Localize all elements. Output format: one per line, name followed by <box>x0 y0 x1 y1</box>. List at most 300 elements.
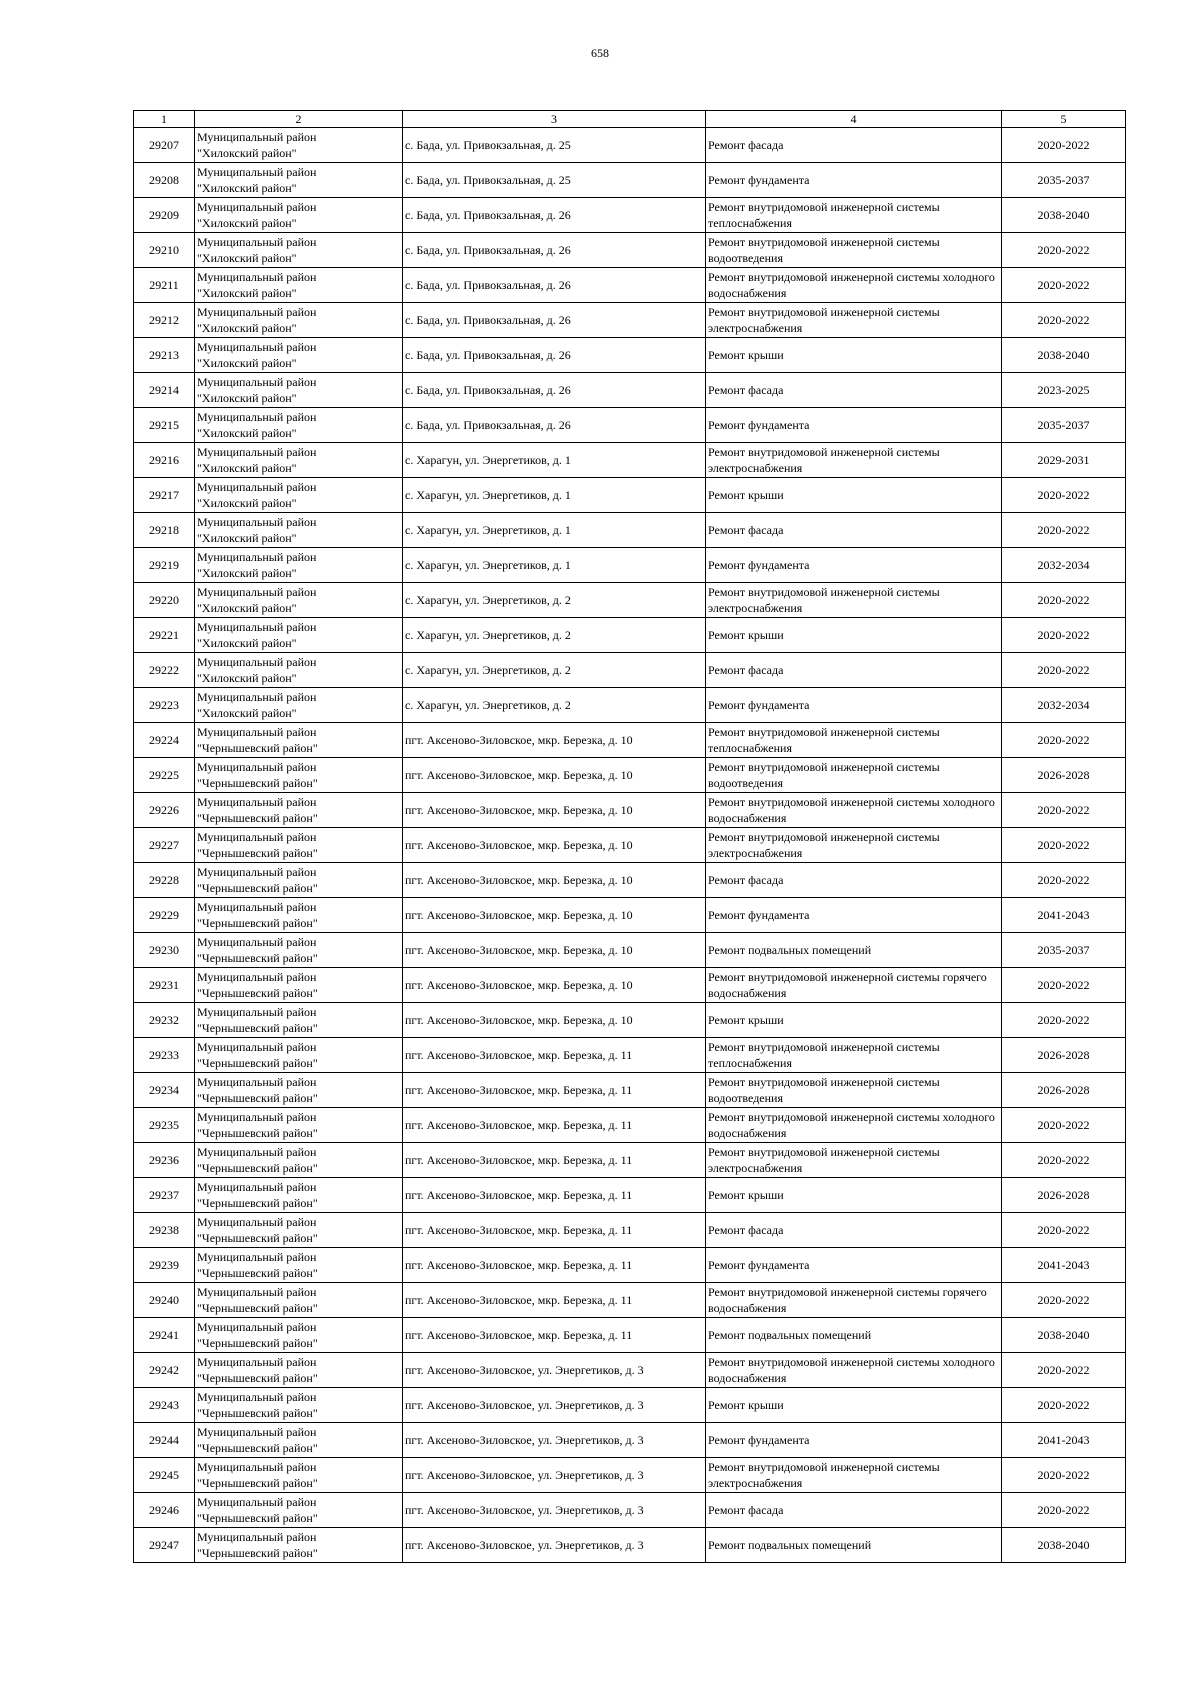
municipality-name: "Хилокский район" <box>197 251 297 265</box>
row-number: 29223 <box>134 688 195 723</box>
table-row <box>134 723 1126 758</box>
municipality-name: "Чернышевский район" <box>197 846 318 860</box>
municipality-name: "Хилокский район" <box>197 356 297 370</box>
period-cell: 2020-2022 <box>1002 723 1126 758</box>
period-cell: 2020-2022 <box>1002 513 1126 548</box>
municipality-name: "Чернышевский район" <box>197 1441 318 1455</box>
address-cell: пгт. Аксеново-Зиловское, мкр. Березка, д. 11 <box>403 1213 706 1248</box>
address-cell: пгт. Аксеново-Зиловское, ул. Энергетиков, д. 3 <box>403 1423 706 1458</box>
row-number: 29240 <box>134 1283 195 1318</box>
table-row <box>134 688 1126 723</box>
municipality-type: Муниципальный район <box>197 970 317 984</box>
table-row <box>134 1248 1126 1283</box>
municipality-name: "Хилокский район" <box>197 706 297 720</box>
table-row <box>134 968 1126 1003</box>
work-type-cell: Ремонт внутридомовой инженерной системы холодного водоснабжения <box>706 793 1002 828</box>
period-cell: 2020-2022 <box>1002 583 1126 618</box>
municipality-cell <box>195 1353 403 1388</box>
municipality-cell <box>195 793 403 828</box>
municipality-type: Муниципальный район <box>197 270 317 284</box>
address-cell: пгт. Аксеново-Зиловское, мкр. Березка, д. 10 <box>403 1003 706 1038</box>
address-cell: с. Бада, ул. Привокзальная, д. 25 <box>403 128 706 163</box>
table-row <box>134 198 1126 233</box>
period-cell: 2020-2022 <box>1002 268 1126 303</box>
work-type-cell: Ремонт фундамента <box>706 163 1002 198</box>
municipality-name: "Хилокский район" <box>197 496 297 510</box>
address-cell: пгт. Аксеново-Зиловское, ул. Энергетиков, д. 3 <box>403 1528 706 1563</box>
table-row <box>134 1493 1126 1528</box>
address-cell: с. Харагун, ул. Энергетиков, д. 2 <box>403 653 706 688</box>
table-row <box>134 583 1126 618</box>
period-cell: 2020-2022 <box>1002 128 1126 163</box>
municipality-cell <box>195 688 403 723</box>
address-cell: пгт. Аксеново-Зиловское, мкр. Березка, д. 11 <box>403 1283 706 1318</box>
table-row <box>134 653 1126 688</box>
work-type-cell: Ремонт внутридомовой инженерной системы водоотведения <box>706 1073 1002 1108</box>
municipality-type: Муниципальный район <box>197 620 317 634</box>
work-type-cell: Ремонт фасада <box>706 373 1002 408</box>
period-cell: 2020-2022 <box>1002 1388 1126 1423</box>
row-number: 29231 <box>134 968 195 1003</box>
table-row <box>134 793 1126 828</box>
work-type-cell: Ремонт крыши <box>706 1178 1002 1213</box>
municipality-name: "Чернышевский район" <box>197 1196 318 1210</box>
municipality-type: Муниципальный район <box>197 340 317 354</box>
municipality-cell <box>195 1178 403 1213</box>
table-row <box>134 1108 1126 1143</box>
table-row <box>134 513 1126 548</box>
municipality-name: "Чернышевский район" <box>197 741 318 755</box>
municipality-cell <box>195 1283 403 1318</box>
address-cell: пгт. Аксеново-Зиловское, мкр. Березка, д. 11 <box>403 1073 706 1108</box>
row-number: 29212 <box>134 303 195 338</box>
table-row <box>134 128 1126 163</box>
address-cell: с. Харагун, ул. Энергетиков, д. 1 <box>403 548 706 583</box>
row-number: 29246 <box>134 1493 195 1528</box>
table-row <box>134 1528 1126 1563</box>
work-type-cell: Ремонт подвальных помещений <box>706 933 1002 968</box>
row-number: 29211 <box>134 268 195 303</box>
row-number: 29207 <box>134 128 195 163</box>
municipality-cell <box>195 863 403 898</box>
work-type-cell: Ремонт фундамента <box>706 1248 1002 1283</box>
work-type-cell: Ремонт фасада <box>706 863 1002 898</box>
municipality-name: "Чернышевский район" <box>197 951 318 965</box>
municipality-name: "Хилокский район" <box>197 146 297 160</box>
municipality-name: "Чернышевский район" <box>197 1476 318 1490</box>
row-number: 29216 <box>134 443 195 478</box>
period-cell: 2020-2022 <box>1002 653 1126 688</box>
municipality-cell <box>195 1038 403 1073</box>
period-cell: 2020-2022 <box>1002 863 1126 898</box>
address-cell: пгт. Аксеново-Зиловское, мкр. Березка, д. 10 <box>403 828 706 863</box>
municipality-name: "Чернышевский район" <box>197 881 318 895</box>
municipality-cell <box>195 408 403 443</box>
municipality-name: "Чернышевский район" <box>197 916 318 930</box>
municipality-cell <box>195 1248 403 1283</box>
municipality-cell <box>195 548 403 583</box>
municipality-name: "Хилокский район" <box>197 216 297 230</box>
address-cell: с. Харагун, ул. Энергетиков, д. 2 <box>403 583 706 618</box>
period-cell: 2020-2022 <box>1002 1003 1126 1038</box>
table-row <box>134 758 1126 793</box>
municipality-cell <box>195 268 403 303</box>
municipality-type: Муниципальный район <box>197 830 317 844</box>
table-row <box>134 1283 1126 1318</box>
municipality-cell <box>195 1108 403 1143</box>
address-cell: с. Харагун, ул. Энергетиков, д. 2 <box>403 618 706 653</box>
table-row <box>134 1388 1126 1423</box>
municipality-type: Муниципальный район <box>197 935 317 949</box>
municipality-type: Муниципальный район <box>197 480 317 494</box>
municipality-type: Муниципальный район <box>197 1005 317 1019</box>
period-cell: 2020-2022 <box>1002 1108 1126 1143</box>
row-number: 29219 <box>134 548 195 583</box>
municipality-cell <box>195 828 403 863</box>
address-cell: пгт. Аксеново-Зиловское, мкр. Березка, д. 10 <box>403 723 706 758</box>
address-cell: пгт. Аксеново-Зиловское, мкр. Березка, д. 10 <box>403 933 706 968</box>
period-cell: 2041-2043 <box>1002 898 1126 933</box>
municipality-type: Муниципальный район <box>197 1040 317 1054</box>
column-header: 5 <box>1002 111 1126 128</box>
municipality-type: Муниципальный район <box>197 865 317 879</box>
period-cell: 2038-2040 <box>1002 338 1126 373</box>
address-cell: пгт. Аксеново-Зиловское, мкр. Березка, д. 10 <box>403 968 706 1003</box>
municipality-name: "Чернышевский район" <box>197 1406 318 1420</box>
municipality-type: Муниципальный район <box>197 130 317 144</box>
period-cell: 2020-2022 <box>1002 1493 1126 1528</box>
municipality-type: Муниципальный район <box>197 1110 317 1124</box>
work-type-cell: Ремонт внутридомовой инженерной системы теплоснабжения <box>706 198 1002 233</box>
address-cell: с. Бада, ул. Привокзальная, д. 26 <box>403 303 706 338</box>
work-type-cell: Ремонт крыши <box>706 618 1002 653</box>
municipality-name: "Чернышевский район" <box>197 776 318 790</box>
municipality-name: "Чернышевский район" <box>197 1336 318 1350</box>
row-number: 29233 <box>134 1038 195 1073</box>
table-row <box>134 1038 1126 1073</box>
municipality-name: "Хилокский район" <box>197 461 297 475</box>
row-number: 29242 <box>134 1353 195 1388</box>
address-cell: пгт. Аксеново-Зиловское, мкр. Березка, д. 11 <box>403 1108 706 1143</box>
municipality-cell <box>195 1143 403 1178</box>
period-cell: 2026-2028 <box>1002 1178 1126 1213</box>
municipality-type: Муниципальный район <box>197 1390 317 1404</box>
work-type-cell: Ремонт крыши <box>706 478 1002 513</box>
table-row <box>134 1143 1126 1178</box>
municipality-cell <box>195 933 403 968</box>
municipality-cell <box>195 303 403 338</box>
address-cell: с. Харагун, ул. Энергетиков, д. 2 <box>403 688 706 723</box>
period-cell: 2026-2028 <box>1002 758 1126 793</box>
municipality-name: "Чернышевский район" <box>197 1231 318 1245</box>
municipality-name: "Хилокский район" <box>197 566 297 580</box>
municipality-cell <box>195 1458 403 1493</box>
municipality-cell <box>195 443 403 478</box>
table-row <box>134 618 1126 653</box>
row-number: 29213 <box>134 338 195 373</box>
municipality-type: Муниципальный район <box>197 655 317 669</box>
municipality-cell <box>195 198 403 233</box>
period-cell: 2038-2040 <box>1002 198 1126 233</box>
municipality-name: "Чернышевский район" <box>197 1511 318 1525</box>
row-number: 29222 <box>134 653 195 688</box>
period-cell: 2020-2022 <box>1002 618 1126 653</box>
work-type-cell: Ремонт внутридомовой инженерной системы водоотведения <box>706 758 1002 793</box>
row-number: 29243 <box>134 1388 195 1423</box>
municipality-type: Муниципальный район <box>197 585 317 599</box>
municipality-cell <box>195 478 403 513</box>
work-type-cell: Ремонт фундамента <box>706 898 1002 933</box>
municipality-name: "Чернышевский район" <box>197 811 318 825</box>
municipality-type: Муниципальный район <box>197 1285 317 1299</box>
municipality-name: "Хилокский район" <box>197 636 297 650</box>
period-cell: 2020-2022 <box>1002 1213 1126 1248</box>
period-cell: 2020-2022 <box>1002 1143 1126 1178</box>
address-cell: с. Бада, ул. Привокзальная, д. 26 <box>403 408 706 443</box>
table-row <box>134 863 1126 898</box>
work-type-cell: Ремонт фундамента <box>706 688 1002 723</box>
work-type-cell: Ремонт внутридомовой инженерной системы электроснабжения <box>706 443 1002 478</box>
header-row <box>134 111 1126 128</box>
municipality-cell <box>195 618 403 653</box>
municipality-name: "Чернышевский район" <box>197 1546 318 1560</box>
work-type-cell: Ремонт фундамента <box>706 548 1002 583</box>
address-cell: пгт. Аксеново-Зиловское, мкр. Березка, д. 10 <box>403 793 706 828</box>
row-number: 29217 <box>134 478 195 513</box>
row-number: 29224 <box>134 723 195 758</box>
row-number: 29225 <box>134 758 195 793</box>
period-cell: 2020-2022 <box>1002 793 1126 828</box>
municipality-name: "Чернышевский район" <box>197 986 318 1000</box>
period-cell: 2029-2031 <box>1002 443 1126 478</box>
period-cell: 2026-2028 <box>1002 1073 1126 1108</box>
table-row <box>134 233 1126 268</box>
work-type-cell: Ремонт фундамента <box>706 1423 1002 1458</box>
table-row <box>134 1458 1126 1493</box>
table-row <box>134 1353 1126 1388</box>
table-row <box>134 373 1126 408</box>
work-type-cell: Ремонт крыши <box>706 338 1002 373</box>
address-cell: с. Бада, ул. Привокзальная, д. 26 <box>403 198 706 233</box>
work-type-cell: Ремонт крыши <box>706 1388 1002 1423</box>
address-cell: с. Бада, ул. Привокзальная, д. 26 <box>403 373 706 408</box>
municipality-name: "Чернышевский район" <box>197 1301 318 1315</box>
table-row <box>134 478 1126 513</box>
work-type-cell: Ремонт внутридомовой инженерной системы электроснабжения <box>706 828 1002 863</box>
address-cell: с. Харагун, ул. Энергетиков, д. 1 <box>403 513 706 548</box>
row-number: 29220 <box>134 583 195 618</box>
municipality-cell <box>195 898 403 933</box>
municipality-name: "Хилокский район" <box>197 391 297 405</box>
table-row <box>134 1213 1126 1248</box>
municipality-name: "Чернышевский район" <box>197 1266 318 1280</box>
municipality-type: Муниципальный район <box>197 1145 317 1159</box>
municipality-cell <box>195 163 403 198</box>
address-cell: с. Бада, ул. Привокзальная, д. 25 <box>403 163 706 198</box>
municipality-cell <box>195 373 403 408</box>
municipality-type: Муниципальный район <box>197 1425 317 1439</box>
address-cell: пгт. Аксеново-Зиловское, ул. Энергетиков, д. 3 <box>403 1388 706 1423</box>
municipality-name: "Хилокский район" <box>197 181 297 195</box>
column-header: 3 <box>403 111 706 128</box>
table-body <box>134 128 1126 1563</box>
municipality-cell <box>195 1423 403 1458</box>
table-row <box>134 1318 1126 1353</box>
municipality-name: "Хилокский район" <box>197 531 297 545</box>
address-cell: пгт. Аксеново-Зиловское, мкр. Березка, д. 11 <box>403 1038 706 1073</box>
row-number: 29210 <box>134 233 195 268</box>
municipality-type: Муниципальный район <box>197 515 317 529</box>
table-row <box>134 1073 1126 1108</box>
row-number: 29215 <box>134 408 195 443</box>
municipality-type: Муниципальный район <box>197 445 317 459</box>
period-cell: 2020-2022 <box>1002 1458 1126 1493</box>
municipality-name: "Хилокский район" <box>197 601 297 615</box>
row-number: 29239 <box>134 1248 195 1283</box>
period-cell: 2032-2034 <box>1002 548 1126 583</box>
municipality-cell <box>195 583 403 618</box>
period-cell: 2020-2022 <box>1002 828 1126 863</box>
row-number: 29230 <box>134 933 195 968</box>
municipality-type: Муниципальный район <box>197 1530 317 1544</box>
municipality-cell <box>195 1073 403 1108</box>
municipality-type: Муниципальный район <box>197 235 317 249</box>
table-row <box>134 268 1126 303</box>
municipality-type: Муниципальный район <box>197 725 317 739</box>
municipality-type: Муниципальный район <box>197 165 317 179</box>
address-cell: пгт. Аксеново-Зиловское, мкр. Березка, д. 11 <box>403 1248 706 1283</box>
table-row <box>134 933 1126 968</box>
work-type-cell: Ремонт подвальных помещений <box>706 1528 1002 1563</box>
period-cell: 2038-2040 <box>1002 1528 1126 1563</box>
municipality-type: Муниципальный район <box>197 1250 317 1264</box>
municipality-name: "Чернышевский район" <box>197 1091 318 1105</box>
municipality-type: Муниципальный район <box>197 375 317 389</box>
municipality-name: "Хилокский район" <box>197 426 297 440</box>
municipality-type: Муниципальный район <box>197 1460 317 1474</box>
table-row <box>134 443 1126 478</box>
work-type-cell: Ремонт подвальных помещений <box>706 1318 1002 1353</box>
row-number: 29244 <box>134 1423 195 1458</box>
address-cell: с. Бада, ул. Привокзальная, д. 26 <box>403 338 706 373</box>
period-cell: 2020-2022 <box>1002 1353 1126 1388</box>
municipality-cell <box>195 1003 403 1038</box>
row-number: 29227 <box>134 828 195 863</box>
table-row <box>134 548 1126 583</box>
period-cell: 2032-2034 <box>1002 688 1126 723</box>
municipality-cell <box>195 1388 403 1423</box>
period-cell: 2020-2022 <box>1002 968 1126 1003</box>
address-cell: с. Харагун, ул. Энергетиков, д. 1 <box>403 478 706 513</box>
column-header: 4 <box>706 111 1002 128</box>
municipality-type: Муниципальный район <box>197 305 317 319</box>
municipality-name: "Чернышевский район" <box>197 1371 318 1385</box>
column-header: 1 <box>134 111 195 128</box>
municipality-name: "Хилокский район" <box>197 321 297 335</box>
municipality-type: Муниципальный район <box>197 1355 317 1369</box>
work-type-cell: Ремонт внутридомовой инженерной системы горячего водоснабжения <box>706 968 1002 1003</box>
work-type-cell: Ремонт внутридомовой инженерной системы холодного водоснабжения <box>706 268 1002 303</box>
address-cell: пгт. Аксеново-Зиловское, мкр. Березка, д. 10 <box>403 898 706 933</box>
address-cell: пгт. Аксеново-Зиловское, ул. Энергетиков, д. 3 <box>403 1458 706 1493</box>
table-row <box>134 303 1126 338</box>
work-type-cell: Ремонт внутридомовой инженерной системы теплоснабжения <box>706 723 1002 758</box>
municipality-cell <box>195 1213 403 1248</box>
municipality-cell <box>195 723 403 758</box>
row-number: 29236 <box>134 1143 195 1178</box>
period-cell: 2035-2037 <box>1002 163 1126 198</box>
municipality-type: Муниципальный район <box>197 1320 317 1334</box>
work-type-cell: Ремонт фундамента <box>706 408 1002 443</box>
municipality-name: "Чернышевский район" <box>197 1021 318 1035</box>
municipality-type: Муниципальный район <box>197 1495 317 1509</box>
period-cell: 2020-2022 <box>1002 233 1126 268</box>
work-type-cell: Ремонт внутридомовой инженерной системы электроснабжения <box>706 1458 1002 1493</box>
period-cell: 2041-2043 <box>1002 1248 1126 1283</box>
address-cell: с. Харагун, ул. Энергетиков, д. 1 <box>403 443 706 478</box>
table-row <box>134 408 1126 443</box>
table-row <box>134 1178 1126 1213</box>
row-number: 29232 <box>134 1003 195 1038</box>
work-type-cell: Ремонт внутридомовой инженерной системы электроснабжения <box>706 303 1002 338</box>
work-type-cell: Ремонт внутридомовой инженерной системы электроснабжения <box>706 583 1002 618</box>
municipality-name: "Чернышевский район" <box>197 1126 318 1140</box>
address-cell: с. Бада, ул. Привокзальная, д. 26 <box>403 268 706 303</box>
address-cell: пгт. Аксеново-Зиловское, мкр. Березка, д. 11 <box>403 1143 706 1178</box>
period-cell: 2035-2037 <box>1002 933 1126 968</box>
row-number: 29209 <box>134 198 195 233</box>
table-header <box>134 111 1126 128</box>
address-cell: пгт. Аксеново-Зиловское, ул. Энергетиков, д. 3 <box>403 1353 706 1388</box>
table-row <box>134 163 1126 198</box>
work-type-cell: Ремонт фасада <box>706 1213 1002 1248</box>
table-row <box>134 828 1126 863</box>
municipality-cell <box>195 968 403 1003</box>
work-type-cell: Ремонт внутридомовой инженерной системы горячего водоснабжения <box>706 1283 1002 1318</box>
row-number: 29237 <box>134 1178 195 1213</box>
page-number: 658 <box>591 46 609 60</box>
row-number: 29214 <box>134 373 195 408</box>
row-number: 29221 <box>134 618 195 653</box>
table-row <box>134 1003 1126 1038</box>
municipality-type: Муниципальный район <box>197 1075 317 1089</box>
row-number: 29238 <box>134 1213 195 1248</box>
row-number: 29235 <box>134 1108 195 1143</box>
register-table <box>133 110 1126 1563</box>
address-cell: пгт. Аксеново-Зиловское, мкр. Березка, д. 11 <box>403 1178 706 1213</box>
table-row <box>134 338 1126 373</box>
municipality-cell <box>195 1318 403 1353</box>
municipality-type: Муниципальный район <box>197 410 317 424</box>
address-cell: пгт. Аксеново-Зиловское, мкр. Березка, д. 10 <box>403 758 706 793</box>
municipality-name: "Чернышевский район" <box>197 1056 318 1070</box>
municipality-type: Муниципальный район <box>197 900 317 914</box>
table-row <box>134 1423 1126 1458</box>
address-cell: с. Бада, ул. Привокзальная, д. 26 <box>403 233 706 268</box>
row-number: 29208 <box>134 163 195 198</box>
row-number: 29229 <box>134 898 195 933</box>
period-cell: 2020-2022 <box>1002 478 1126 513</box>
municipality-name: "Хилокский район" <box>197 671 297 685</box>
row-number: 29218 <box>134 513 195 548</box>
period-cell: 2035-2037 <box>1002 408 1126 443</box>
work-type-cell: Ремонт фасада <box>706 653 1002 688</box>
municipality-cell <box>195 653 403 688</box>
period-cell: 2041-2043 <box>1002 1423 1126 1458</box>
period-cell: 2026-2028 <box>1002 1038 1126 1073</box>
municipality-name: "Чернышевский район" <box>197 1161 318 1175</box>
municipality-type: Муниципальный район <box>197 550 317 564</box>
